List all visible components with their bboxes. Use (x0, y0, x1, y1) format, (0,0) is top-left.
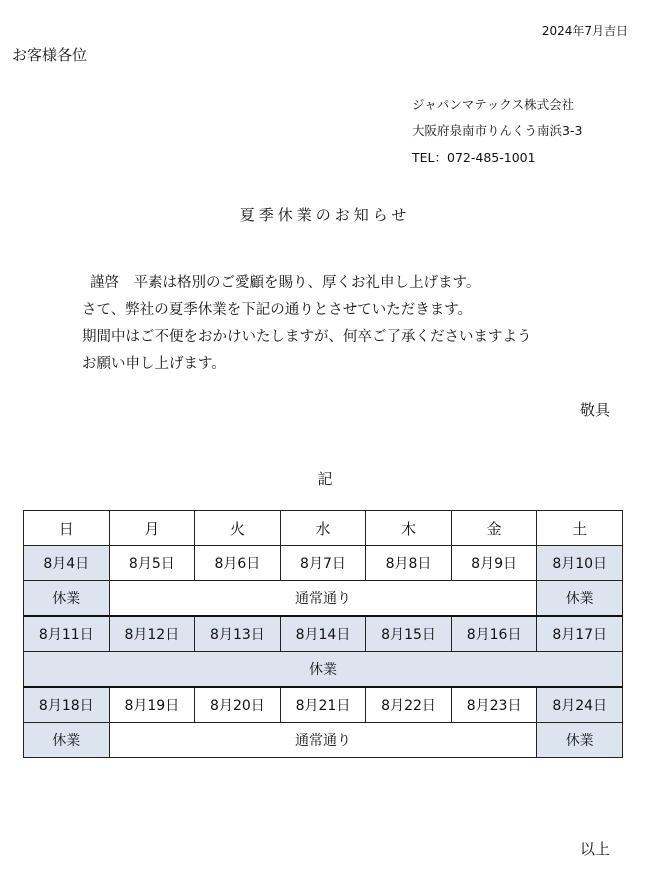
body-line-3: 期間中はご不便をおかけいたしますが、何卒ご了承くださいますよう (82, 329, 532, 345)
status-closed: 休業 (24, 723, 110, 758)
week2-dates-row (24, 616, 623, 652)
weekday-header-row (24, 511, 623, 546)
date-cell: 8月5日 (109, 546, 195, 581)
status-closed: 休業 (24, 652, 623, 688)
week1-dates-row (24, 546, 623, 581)
week3-dates-row (24, 687, 623, 723)
date-cell: 8月7日 (280, 546, 366, 581)
date-cell: 8月6日 (195, 546, 281, 581)
weekday-mon: 月 (109, 511, 195, 546)
date-cell: 8月4日 (24, 546, 110, 581)
date-cell: 8月9日 (451, 546, 537, 581)
closing-ijo: 以上 (579, 840, 610, 858)
holiday-calendar (23, 510, 623, 758)
date-cell: 8月17日 (537, 616, 623, 652)
status-closed: 休業 (24, 581, 110, 617)
weekday-fri: 金 (451, 511, 537, 546)
week2-status-row (24, 652, 623, 688)
closing-keigu: 敬具 (579, 401, 610, 419)
recipient: お客様各位 (12, 46, 88, 64)
body-line-4: お願い申し上げます。 (82, 356, 226, 372)
document-date: 2024年7月吉日 (541, 24, 628, 38)
weekday-wed: 水 (280, 511, 366, 546)
status-normal: 通常通り (109, 723, 537, 758)
weekday-sun: 日 (24, 511, 110, 546)
date-cell: 8月19日 (109, 687, 195, 723)
body-line-2: さて、弊社の夏季休業を下記の通りとさせていただきます。 (82, 302, 473, 318)
date-cell: 8月12日 (109, 616, 195, 652)
company-address: 大阪府泉南市りんくう南浜3-3 (412, 123, 583, 138)
weekday-thu: 木 (366, 511, 452, 546)
status-closed: 休業 (537, 581, 623, 617)
date-cell: 8月11日 (24, 616, 110, 652)
date-cell: 8月8日 (366, 546, 452, 581)
date-cell: 8月16日 (451, 616, 537, 652)
company-name: ジャパンマテックス株式会社 (412, 97, 575, 112)
ki-heading: 記 (317, 470, 333, 488)
date-cell: 8月10日 (537, 546, 623, 581)
date-cell: 8月14日 (280, 616, 366, 652)
week3-status-row (24, 723, 623, 758)
date-cell: 8月18日 (24, 687, 110, 723)
date-cell: 8月23日 (451, 687, 537, 723)
company-tel: TEL：072-485-1001 (412, 150, 536, 165)
date-cell: 8月20日 (195, 687, 281, 723)
week1-status-row (24, 581, 623, 617)
date-cell: 8月21日 (280, 687, 366, 723)
status-closed: 休業 (537, 723, 623, 758)
date-cell: 8月22日 (366, 687, 452, 723)
date-cell: 8月13日 (195, 616, 281, 652)
weekday-sat: 土 (537, 511, 623, 546)
weekday-tue: 火 (195, 511, 281, 546)
body-line-1: 謹啓 平素は格別のご愛顧を賜り、厚くお礼申し上げます。 (90, 275, 481, 291)
document-title: 夏季休業のお知らせ (239, 206, 411, 224)
date-cell: 8月24日 (537, 687, 623, 723)
status-normal: 通常通り (109, 581, 537, 617)
date-cell: 8月15日 (366, 616, 452, 652)
